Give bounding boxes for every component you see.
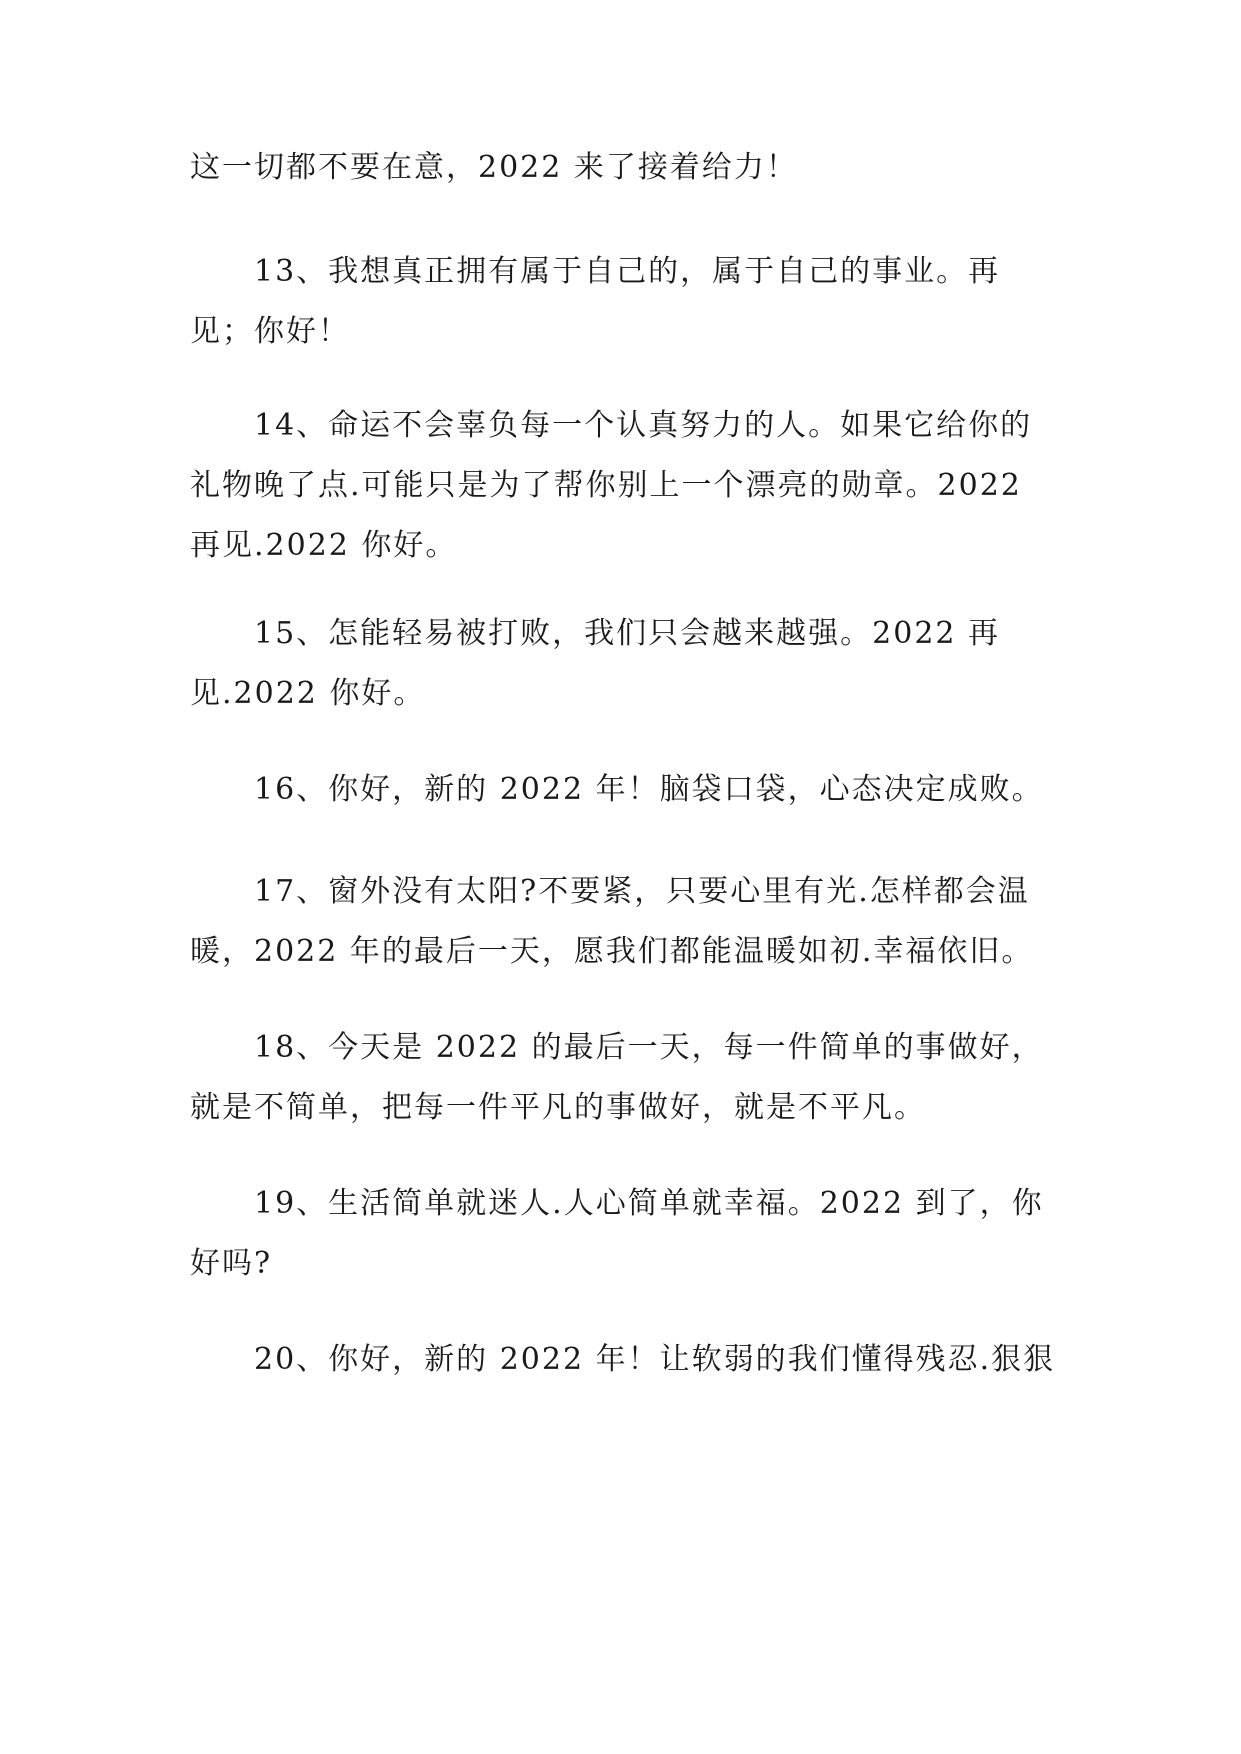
paragraph-14: 14、命运不会辜负每一个认真努力的人。如果它给你的礼物晚了点.可能只是为了帮你别上一个漂亮的勋章。2022 再见.2022 你好。 <box>190 408 1033 563</box>
paragraph-18: 18、今天是 2022 的最后一天，每一件简单的事做好，就是不简单，把每一件平凡的事做好，就是不平凡。 <box>190 1030 1044 1125</box>
paragraph-13: 13、我想真正拥有属于自己的，属于自己的事业。再见；你好！ <box>190 254 1001 349</box>
paragraph-16: 16、你好，新的 2022 年！脑袋口袋，心态决定成败。 <box>254 772 1044 807</box>
paragraph-19: 19、生活简单就迷人.人心简单就幸福。2022 到了，你好吗? <box>190 1186 1044 1281</box>
paragraph-15: 15、怎能轻易被打败，我们只会越来越强。2022 再见.2022 你好。 <box>190 616 1001 711</box>
paragraph-continuation: 这一切都不要在意，2022 来了接着给力！ <box>190 150 798 185</box>
paragraph-20: 20、你好，新的 2022 年！让软弱的我们懂得残忍.狠狠 <box>254 1342 1056 1377</box>
paragraph-17: 17、窗外没有太阳?不要紧，只要心里有光.怎样都会温暖，2022 年的最后一天，愿我们都能温暖如初.幸福依旧。 <box>190 874 1034 969</box>
